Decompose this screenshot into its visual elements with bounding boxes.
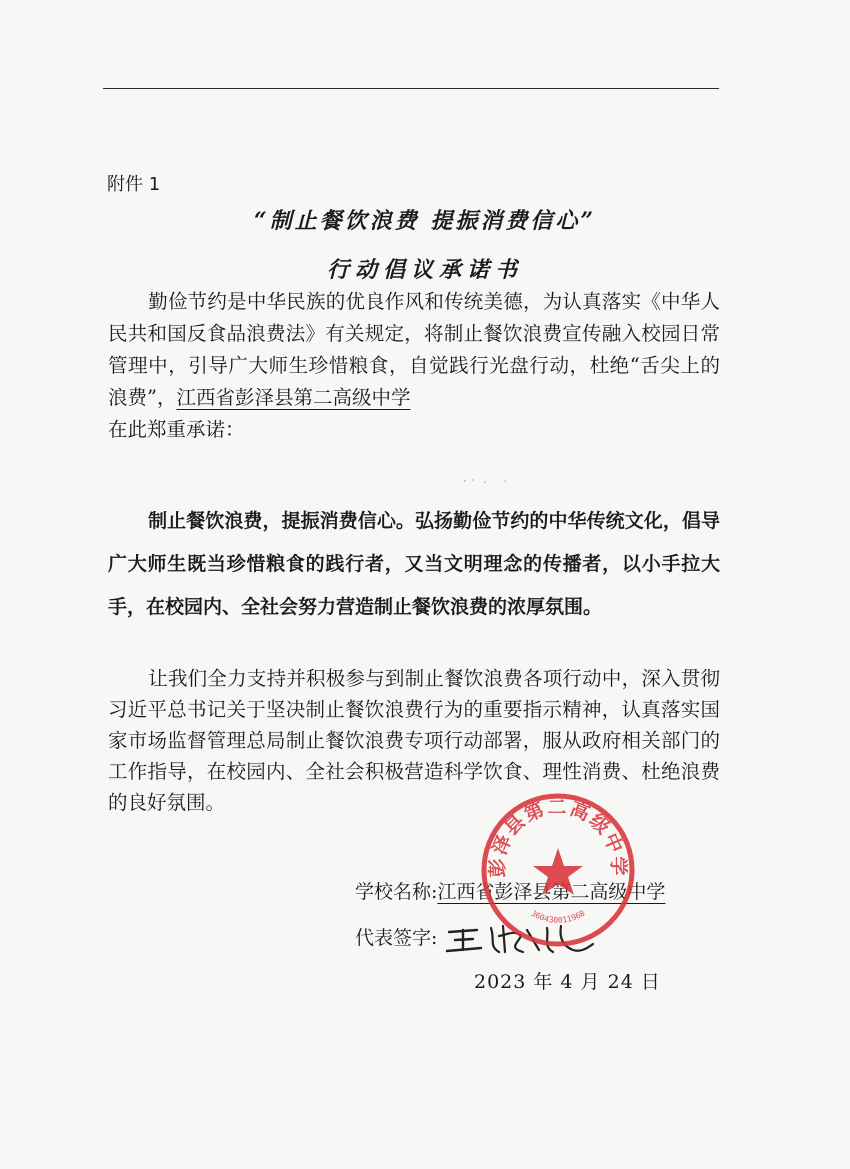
- star-icon: [533, 848, 583, 895]
- attachment-label: 附件 1: [107, 174, 161, 195]
- paragraph-3-text: 让我们全力支持并积极参与到制止餐饮浪费各项行动中，深入贯彻习近平总书记关于坚决制止餐饮浪费行为的重要指示精神，认真落实国家市场监督管理总局制止餐饮浪费专项行动部署，服从政府相关部门的工作指导，在校园内、全社会积极营造科学饮食、理性消费、杜绝浪费的良好氛围。: [108, 667, 720, 814]
- date: 2023 年 4 月 24 日: [474, 971, 661, 993]
- paragraph-1: [108, 286, 720, 446]
- signature-label: 代表签字:: [355, 927, 438, 949]
- header-rule: [103, 88, 719, 89]
- school-seal-stamp: [478, 790, 638, 950]
- paragraph-1-text: 勤俭节约是中华民族的优良作风和传统美德，为认真落实《中华人民共和国反食品浪费法》有关规定，将制止餐饮浪费宣传融入校园日常管理中，引导广大师生珍惜粮食，自觉践行光盘行动，杜绝“舌尖上的浪费”，: [108, 290, 720, 409]
- seal-number: 360430011968: [529, 908, 587, 925]
- paragraph-2: [108, 500, 720, 629]
- svg-text:360430011968: [530, 909, 587, 925]
- paragraph-2-text: 制止餐饮浪费，提振消费信心。弘扬勤俭节约的中华传统文化，倡导广大师生既当珍惜粮食的践行者，又当文明理念的传播者，以小手拉大手，在校园内、全社会努力营造制止餐饮浪费的浓厚氛围。: [108, 510, 720, 618]
- seal-text: 彭泽县第二高级中学: [486, 796, 630, 878]
- title-line-2: 行动倡议承诺书: [326, 257, 523, 283]
- school-name-label: 学校名称:: [355, 881, 438, 903]
- title-line-1: “制止餐饮浪费 提振消费信心”: [254, 208, 596, 234]
- school-name-value: 江西省彭泽县第二高级中学: [437, 881, 666, 903]
- school-name-inline: 江西省彭泽县第二高级中学: [176, 386, 411, 409]
- paragraph-1-ending: 在此郑重承诺：: [108, 418, 245, 441]
- scan-speck: [455, 478, 515, 484]
